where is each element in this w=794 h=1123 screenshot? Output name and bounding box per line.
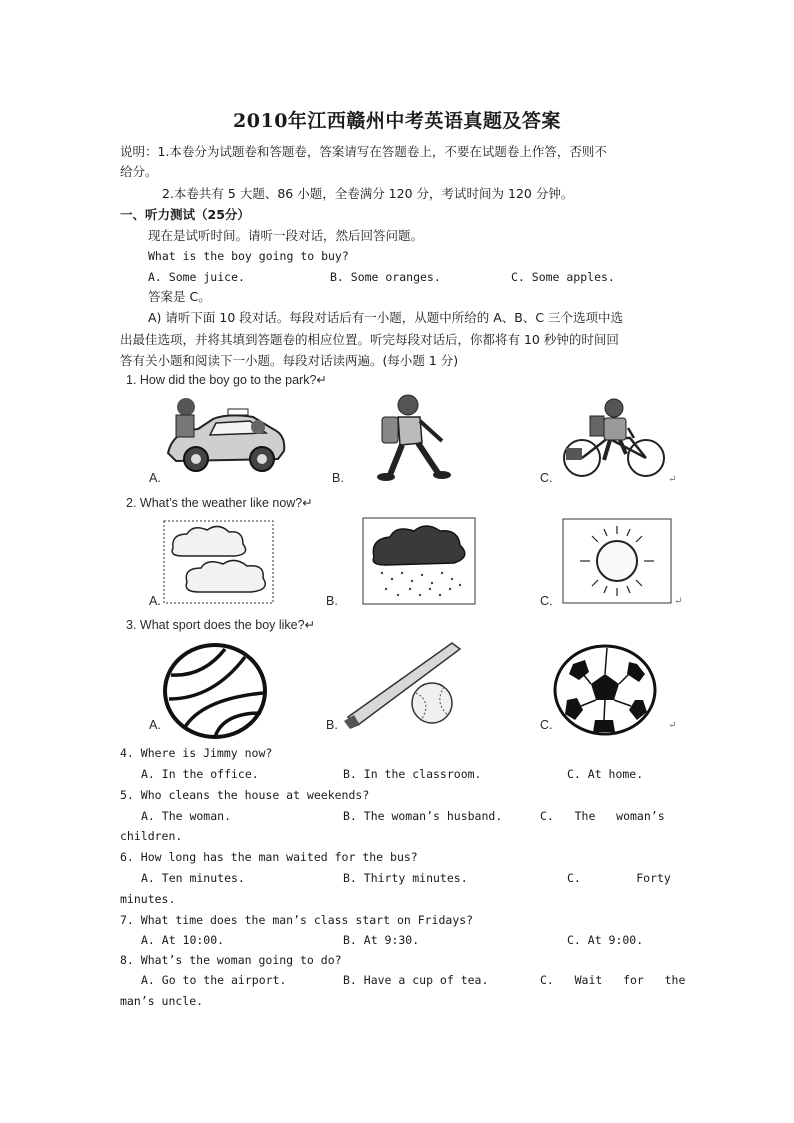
partA-instructions-line2: 出最佳选项，并将其填到答题卷的相应位置。听完每段对话后，你都将有 10 秒钟的时间回	[120, 332, 619, 347]
q1-option-a-label: A.	[149, 471, 161, 485]
instructions-line2: 2.本卷共有 5 大题、86 小题，全卷满分 120 分，考试时间为 120 分钟。	[162, 186, 574, 201]
q1-option-c-label: C.	[540, 471, 553, 485]
rain-cloud-icon	[362, 517, 476, 605]
trial-intro: 现在是试听时间。请听一段对话，然后回答问题。	[148, 228, 424, 243]
q6-option-a: A. Ten minutes.	[141, 871, 245, 885]
q5-option-c: C. The woman’s	[540, 809, 665, 823]
trial-answer: 答案是 C。	[148, 289, 211, 304]
q5-option-b: B. The woman’s husband.	[343, 809, 503, 823]
trial-option-b: B. Some oranges.	[330, 270, 441, 284]
partA-instructions-line1: A) 请听下面 10 段对话。每段对话后有一小题，从题中所给的 A、B、C 三个选项中选	[148, 310, 624, 325]
volleyball-icon	[163, 643, 267, 739]
car-icon	[158, 393, 293, 478]
q2-option-b-label: B.	[326, 594, 338, 608]
q3-option-c-label: C.	[540, 718, 553, 732]
q3-option-a-label: A.	[149, 718, 161, 732]
q7-option-c: C. At 9:00.	[567, 933, 644, 947]
soccer-ball-icon	[553, 644, 657, 736]
question-6-text: 6. How long has the man waited for the bus?	[120, 850, 418, 864]
question-1-text: 1. How did the boy go to the park?↵	[126, 373, 327, 387]
q8-option-c: C. Wait for the	[540, 973, 686, 987]
q4-option-a: A. In the office.	[141, 767, 259, 781]
q5-option-a: A. The woman.	[141, 809, 232, 823]
question-5-text: 5. Who cleans the house at weekends?	[120, 788, 370, 802]
q8-option-c-cont: man’s uncle.	[120, 994, 204, 1008]
trial-option-a: A. Some juice.	[148, 270, 245, 284]
question-3-text: 3. What sport does the boy like?↵	[126, 618, 316, 632]
instructions-line1-cont: 给分。	[120, 164, 158, 179]
sun-icon	[562, 518, 672, 604]
q2-option-c-label: C.	[540, 594, 553, 608]
question-4-text: 4. Where is Jimmy now?	[120, 746, 273, 760]
walking-boy-icon	[360, 393, 460, 483]
q7-option-a: A. At 10:00.	[141, 933, 225, 947]
return-mark: ↵	[668, 474, 677, 485]
cloudy-icon	[163, 520, 274, 604]
partA-instructions-line3: 答有关小题和阅读下一小题。每段对话读两遍。(每小题 1 分)	[120, 353, 459, 368]
q4-option-b: B. In the classroom.	[343, 767, 482, 781]
q7-option-b: B. At 9:30.	[343, 933, 420, 947]
trial-option-c: C. Some apples.	[511, 270, 615, 284]
return-mark: ↵	[674, 596, 683, 607]
trial-question: What is the boy going to buy?	[148, 249, 349, 263]
q8-option-a: A. Go to the airport.	[141, 973, 287, 987]
question-7-text: 7. What time does the man’s class start on Fridays?	[120, 913, 474, 927]
return-mark: ↵	[668, 720, 677, 731]
question-8-text: 8. What’s the woman going to do?	[120, 953, 342, 967]
q6-option-c-cont: minutes.	[120, 892, 176, 906]
baseball-bat-icon	[340, 635, 465, 730]
q3-option-b-label: B.	[326, 718, 338, 732]
section1-heading: 一、听力测试（25分）	[120, 207, 250, 222]
q6-option-c: C. Forty	[567, 871, 671, 885]
q4-option-c: C. At home.	[567, 767, 644, 781]
page-title: 2010年江西赣州中考英语真题及答案	[233, 110, 561, 132]
instructions-line1: 说明：1.本卷分为试题卷和答题卷，答案请写在答题卷上，不要在试题卷上作答，否则不	[120, 144, 607, 159]
q5-option-c-cont: children.	[120, 829, 183, 843]
bicycle-icon	[560, 398, 670, 480]
q8-option-b: B. Have a cup of tea.	[343, 973, 489, 987]
q2-option-a-label: A.	[149, 594, 161, 608]
q1-option-b-label: B.	[332, 471, 344, 485]
question-2-text: 2. What’s the weather like now?↵	[126, 496, 313, 510]
q6-option-b: B. Thirty minutes.	[343, 871, 468, 885]
